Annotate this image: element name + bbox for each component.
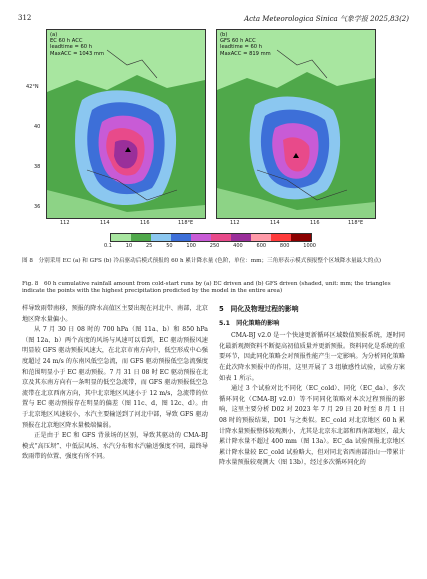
paragraph: CMA-BJ v2.0 是一个快速更新循环区域数值预报系统，逐时同化最新观测资料不断提高初值质量并更新预报。资料同化是系统的重要环节，因此同化策略会对预报性能产生一定影响。为分析同化策略在此次降水预报中的作用，这里开展了 3 组敏感性试验，试验方案如表 1 所示。 [219, 332, 405, 382]
colorbar-swatch [231, 234, 251, 241]
paragraph: 通过 3 个试验对比不同化（EC_cold）、同化（EC_da）、多次循环同化（CMA-BJ v2.0）等不同同化策略对本次过程预报的影响，这里主要分析 D02 对 2023 年 7 月 29 日 20 时至 8 月 1 日 08 时的预报结果，D01 与之类似。EC_cold 对北京地区 60 h 累计降水量预报整体较观测小，尤其是北京东北部和西南部地区，最大累计降水量不超过 400 mm（图 13a）。EC_da 试验预报北京地区累计降水量较 EC_cold 试验略大，但对同北省西南部沿山一带累计降水量预报较观测大（图 13b），经过多次循环同化的 [219, 385, 405, 467]
colorbar-swatch [131, 234, 151, 241]
colorbar-swatch [111, 234, 131, 241]
colorbar-label: 100 [186, 243, 196, 249]
lon-tick: 116 [310, 220, 320, 226]
figure-caption-en: Fig. 8 60 h cumulative rainfall amount from cold-start runs by (a) EC driven and (b) GFS driven (shaded, unit: mm; the triangles indicate the points with the highest precipitation predicted by the model in the entire area) [22, 281, 391, 295]
lat-tick: 36 [34, 204, 41, 210]
lon-tick: 114 [100, 220, 110, 226]
colorbar-label: 800 [279, 243, 290, 249]
journal-title: Acta Meteorologica Sinica 气象学报 2025,83(2) [244, 15, 409, 23]
rainfall-map-a [47, 30, 205, 218]
left-column [22, 304, 208, 463]
colorbar-swatch [251, 234, 271, 241]
panel-a-label: (a) [50, 32, 58, 38]
subsection-title: 5.1 同化策略的影响 [219, 319, 280, 327]
colorbar-swatch [291, 234, 311, 241]
lon-tick: 112 [230, 220, 240, 226]
colorbar-label: 1000 [303, 243, 316, 249]
colorbar-labels [104, 243, 316, 249]
lon-tick: 118°E [348, 220, 364, 226]
right-column [219, 304, 405, 469]
colorbar-label: 600 [256, 243, 267, 249]
map-panel-b [216, 29, 376, 219]
lat-tick: 38 [34, 164, 41, 170]
colorbar-label: 0.1 [104, 243, 112, 249]
rainfall-map-b [217, 30, 375, 218]
lon-tick: 112 [60, 220, 70, 226]
paragraph: 样导致雨带南移，预报的降水高值区主要出现在河北中、南部，北京地区降水量偏小。 [22, 305, 208, 323]
colorbar-swatch [171, 234, 191, 241]
colorbar-swatch [151, 234, 171, 241]
colorbar-label: 10 [125, 243, 133, 249]
panel-b-label: (b) [220, 32, 228, 38]
lon-tick: 118°E [178, 220, 194, 226]
panel-a-annotation [50, 32, 104, 57]
lat-tick: 40 [34, 124, 41, 130]
colorbar-label: 400 [233, 243, 243, 249]
colorbar-swatch [271, 234, 291, 241]
colorbar [110, 233, 312, 242]
paragraph: 正是由于 EC 和 GFS 背景场的区别，导致其驱动的 CMA-BJ 模式“高压坝”、中低层风场、水汽分布和水汽输送强度不同，最终导致雨带的位置、强度有所不同。 [22, 432, 208, 461]
panel-a-line: leadtime = 60 h [50, 44, 93, 51]
lon-tick: 116 [140, 220, 150, 226]
lat-tick: 42°N [26, 84, 39, 90]
colorbar-label: 25 [145, 243, 153, 249]
section-title: 5 同化及物理过程的影响 [219, 305, 299, 313]
figure-caption-cn: 图 8 分别采用 EC (a) 和 GFS (b) 冷启驱动后模式预报的 60 h 累计降水量 (色阶，单位：mm；三角形表示模式预报整个区域降水量最大的点) [22, 258, 382, 264]
page-number: 312 [18, 14, 32, 22]
lon-tick: 114 [270, 220, 280, 226]
colorbar-label: 250 [209, 243, 220, 249]
panel-a-line: MaxACC = 1043 mm [50, 50, 105, 57]
figure-maps [26, 29, 376, 229]
paragraph: 从 7 月 30 日 08 时的 700 hPa（图 11a、b）和 850 hPa（图 12a、b）两个高度的风场与风速可以看到，EC 驱动预报风速明显较 GFS 驱动预报风速大，在北京市南方向中，低空形成中心强度超过 24 m/s 的东南风低空急流，而 GFS 驱动预报低空急流强度和范围明显小于 EC 驱动预报。7 月 31 日 08 时 EC 驱动预报在北京及其东南方向有一条明显的低空急流带，而 GFS 驱动预报低空急流带在北京西南方向，其中北京地区风速小于 12 m/s，急流带的位置与 EC 驱动预报存在明显的偏差（图 11c、d，图 12c、d）。由于北京地区风速较小，水汽主要输送到了河北中部，导致 GFS 驱动预报在北京地区降水量极端偏弱。 [22, 326, 208, 429]
panel-b-annotation [220, 32, 271, 57]
colorbar-label: 50 [166, 243, 173, 249]
panel-b-line: GFS 60 h ACC [220, 38, 256, 45]
page-header [18, 14, 409, 26]
panel-a-line: EC 60 h ACC [50, 38, 83, 45]
colorbar-swatch [191, 234, 211, 241]
colorbar-swatch [211, 234, 231, 241]
panel-b-line: MaxACC = 819 mm [220, 50, 271, 57]
map-panel-a [46, 29, 206, 219]
panel-b-line: leadtime = 60 h [220, 44, 263, 51]
